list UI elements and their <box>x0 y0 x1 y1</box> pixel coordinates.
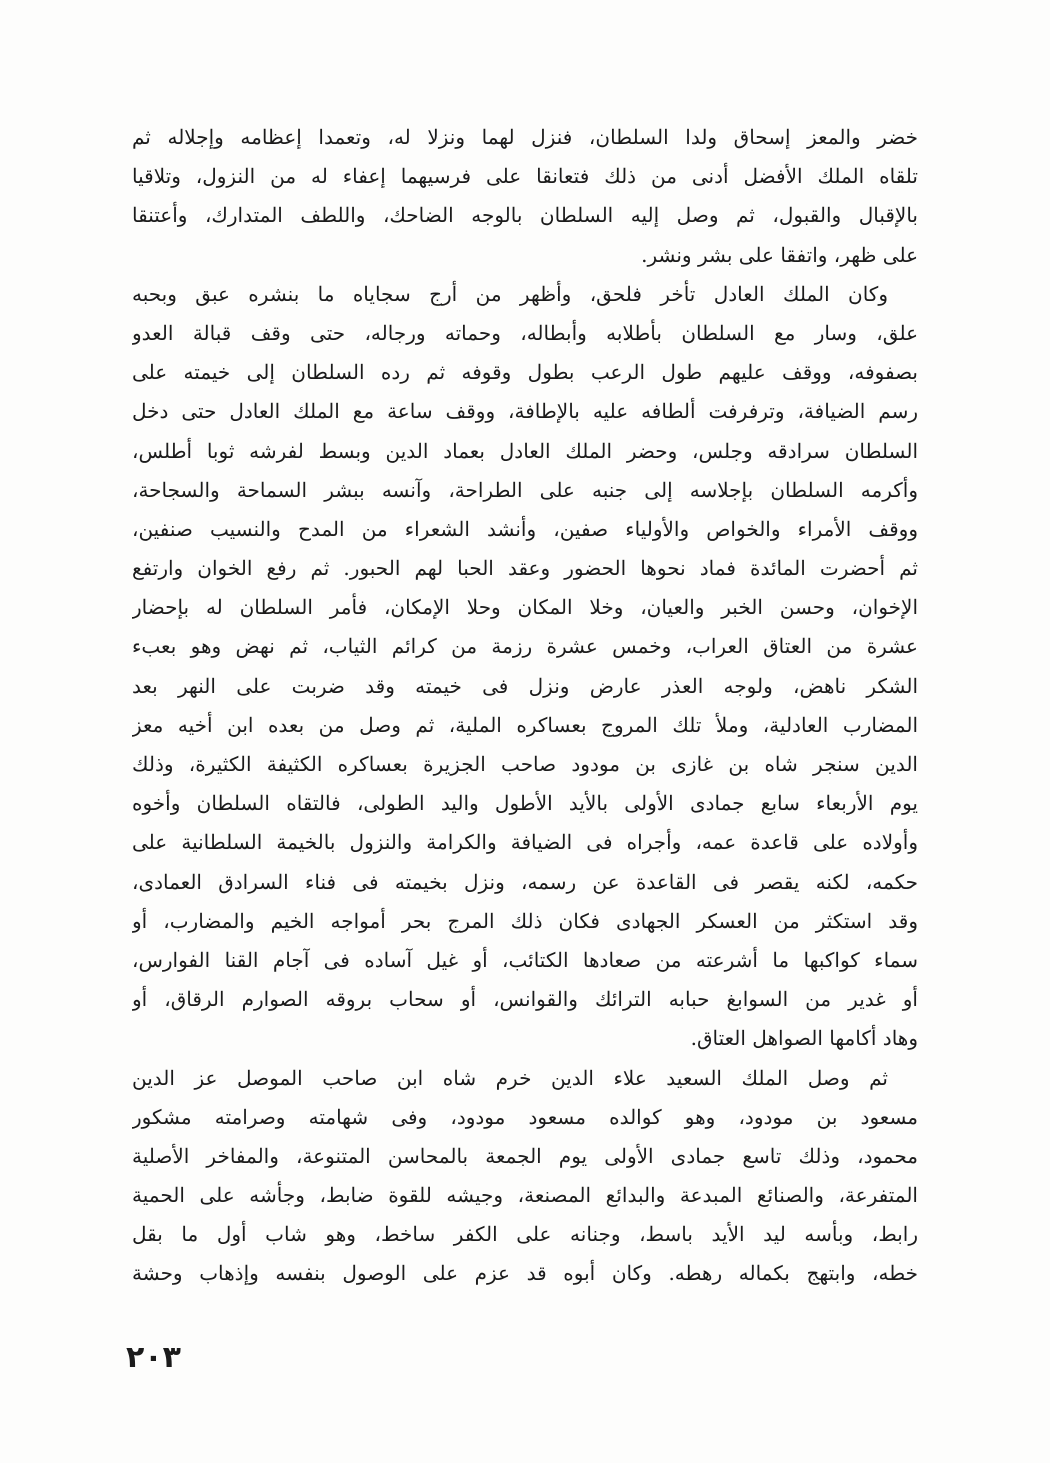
text-line: على ظهر، واتفقا على بشر ونشر. <box>641 242 918 267</box>
text-line: بالإقبال والقبول، ثم وصل إليه السلطان بالوجه الضاحك، واللطف المتدارك، وأعتنقا <box>132 203 918 228</box>
text-line: ووقف الأمراء والخواص والأولياء صفين، وأنشد الشعراء من المدح والنسيب صنفين، <box>132 516 918 541</box>
text-line: رسم الضيافة، وترفرفت ألطافه عليه بالإطافة، ووقف ساعة مع الملك العادل حتى دخل <box>132 399 918 424</box>
text-line: رابط، وبأسه ليد الأيد باسط، وجنانه على الكفر ساخط، وهو شاب أول ما بقل <box>132 1222 918 1247</box>
page-number: ٢٠٣ <box>126 1340 181 1375</box>
text-line: السلطان سرادقه وجلس، وحضر الملك العادل بعماد الدين وبسط لفرشه ثوبا أطلس، <box>132 438 918 463</box>
text-line: مسعود بن مودود، وهو كوالده مسعود مودود، وفى شهامته وصرامته مشكور <box>132 1104 918 1129</box>
text-line: خطه، وابتهج بكماله رهطه. وكان أبوه قد عزم على الوصول بنفسه وإذهاب وحشة <box>132 1261 918 1286</box>
text-line: وقد استكثر من العسكر الجهادى فكان ذلك المرج بحر أمواجه الخيم والمضارب، أو <box>132 908 918 933</box>
text-line: عشرة من العتاق العراب، وخمس عشرة رزمة من كرائم الثياب، ثم نهض وهو بعبء <box>132 634 918 659</box>
text-line: تلقاه الملك الأفضل أدنى من ذلك فتعانقا على فرسيهما إعفاء له من النزول، وتلاقيا <box>132 164 918 189</box>
text-line: سماء كواكبها ما أشرعته من صعادها الكتائب، أو غيل آساده فى آجام القنا الفوارس، <box>132 947 918 972</box>
paragraph <box>132 275 918 1059</box>
text-line: محمود، وذلك تاسع جمادى الأولى يوم الجمعة بالمحاسن المتنوعة، والمفاخر الأصلية <box>132 1143 918 1168</box>
paragraph <box>132 118 918 275</box>
text-line: ثم وصل الملك السعيد علاء الدين خرم شاه ابن صاحب الموصل عز الدين <box>132 1065 888 1090</box>
text-line: ثم أحضرت المائدة فماد نحوها الحضور وعقد الحبا لهم الحبور. ثم رفع الخوان وارتفع <box>132 556 918 581</box>
paragraph <box>132 1059 918 1294</box>
text-line: بصفوفه، ووقف عليهم طول الرعب بطول وقوفه ثم رده السلطان إلى خيمته على <box>132 360 918 385</box>
body-text <box>132 118 918 1294</box>
text-line: وأولاده على قاعدة عمه، وأجراه فى الضيافة والكرامة والنزول بالخيمة السلطانية على <box>132 830 918 855</box>
text-line: المضارب العادلية، وملأ تلك المروج بعساكره الملية، ثم وصل من بعده ابن أخيه معز <box>132 712 918 737</box>
text-line: الإخوان، وحسن الخبر والعيان، وخلا المكان وحلا الإمكان، فأمر السلطان له بإحضار <box>132 595 918 620</box>
text-line: وكان الملك العادل تأخر فلحق، وأظهر من أرج سجاياه ما بنشره عبق وبحبه <box>132 281 888 306</box>
text-line: حكمه، لكنه يقصر فى القاعدة عن رسمه، ونزل بخيمته فى فناء السرادق العمادى، <box>132 869 918 894</box>
text-line: علق، وسار مع السلطان بأطلابه وأبطاله، وحماته ورجاله، حتى وقف قبالة العدو <box>132 320 918 345</box>
text-line: يوم الأربعاء سابع جمادى الأولى بالأيد الأطول واليد الطولى، فالتقاه السلطان وأخوه <box>132 791 918 816</box>
text-line: الشكر ناهض، ولوجه العذر عارض ونزل فى خيمته وقد ضربت على النهر بعد <box>132 673 918 698</box>
text-line: المتفرعة، والصنائع المبدعة والبدائع المصنعة، وجيشه للقوة ضابط، وجأشه على الحمية <box>132 1183 918 1208</box>
text-line: وهاد أكامها الصواهل العتاق. <box>690 1026 918 1051</box>
text-line: وأكرمه السلطان بإجلاسه إلى جنبه على الطراحة، وآنسه ببشر السماحة والسجاحة، <box>132 477 918 502</box>
text-line: خضر والمعز إسحاق ولدا السلطان، فنزل لهما ونزلا له، وتعمدا إعظامه وإجلاله ثم <box>132 125 918 149</box>
text-line: الدين سنجر شاه بن غازى بن مودود صاحب الجزيرة بعساكره الكثيفة الكثيرة، وذلك <box>132 752 918 776</box>
text-line: أو غدير من السوابغ حبابه الترائك والقوانس، أو سحاب بروقه الصوارم الرقاق، أو <box>132 987 918 1012</box>
